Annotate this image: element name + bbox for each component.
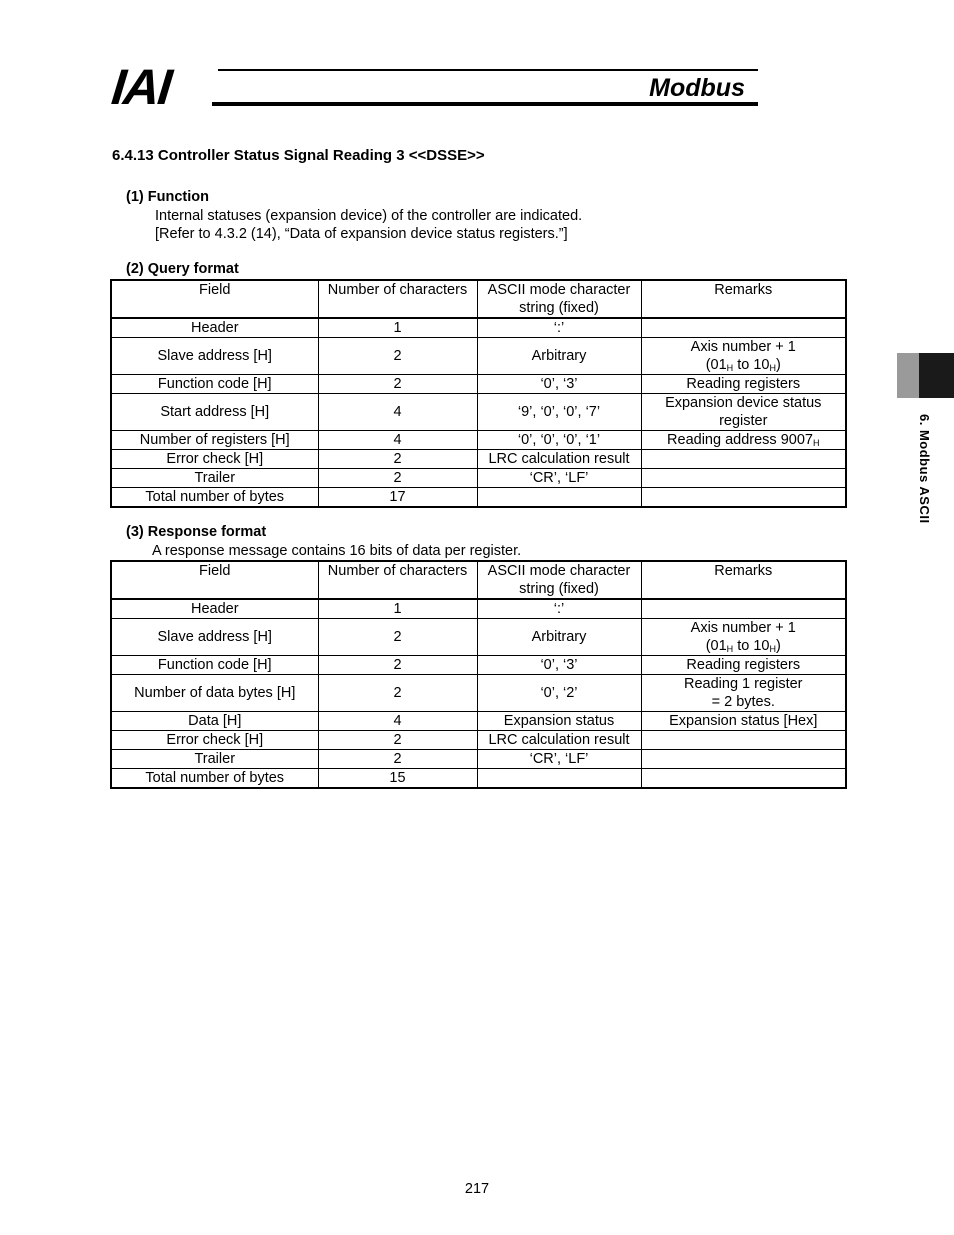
cell-chars: 2 — [318, 338, 477, 375]
cell-ascii: ‘9’, ‘0’, ‘0’, ‘7’ — [477, 394, 641, 431]
cell-chars: 2 — [318, 675, 477, 712]
cell-remarks — [641, 318, 846, 338]
cell-field: Trailer — [111, 469, 318, 488]
section-title: 6.4.13 Controller Status Signal Reading 3 <<DSSE>> — [112, 147, 485, 164]
table-row — [111, 599, 846, 619]
cell-ascii: Arbitrary — [477, 619, 641, 656]
column-header-field: Field — [111, 280, 318, 318]
cell-remarks: Reading registers — [641, 656, 846, 675]
cell-ascii — [477, 488, 641, 508]
chapter-tab-dark — [919, 353, 954, 398]
header-rule-top — [218, 69, 758, 71]
cell-ascii: ‘0’, ‘0’, ‘0’, ‘1’ — [477, 431, 641, 450]
table-row — [111, 469, 846, 488]
cell-chars: 1 — [318, 599, 477, 619]
cell-ascii: LRC calculation result — [477, 450, 641, 469]
cell-remarks: Reading registers — [641, 375, 846, 394]
cell-ascii: Arbitrary — [477, 338, 641, 375]
cell-field: Function code [H] — [111, 375, 318, 394]
cell-field: Start address [H] — [111, 394, 318, 431]
cell-ascii — [477, 769, 641, 789]
function-description: Internal statuses (expansion device) of the controller are indicated. — [155, 208, 583, 224]
remarks-line: Reading 1 register — [684, 676, 803, 692]
page-number: 217 — [464, 1181, 490, 1197]
cell-remarks — [641, 450, 846, 469]
cell-ascii: ‘0’, ‘3’ — [477, 656, 641, 675]
iai-logo: IAI — [109, 59, 173, 115]
cell-chars: 1 — [318, 318, 477, 338]
table-row — [111, 431, 846, 450]
cell-chars: 4 — [318, 712, 477, 731]
cell-chars: 2 — [318, 469, 477, 488]
cell-field: Error check [H] — [111, 731, 318, 750]
cell-remarks — [641, 469, 846, 488]
remarks-range: ($01_H$ to $10_H$) — [705, 357, 781, 373]
table-row — [111, 338, 846, 375]
cell-ascii: ‘:’ — [477, 599, 641, 619]
cell-field: Slave address [H] — [111, 338, 318, 375]
cell-field: Header — [111, 318, 318, 338]
cell-field: Number of data bytes [H] — [111, 675, 318, 712]
cell-chars: 17 — [318, 488, 477, 508]
cell-ascii: ‘CR’, ‘LF’ — [477, 469, 641, 488]
cell-field: Function code [H] — [111, 656, 318, 675]
chapter-side-label: 6. Modbus ASCII — [917, 414, 932, 524]
table-row — [111, 656, 846, 675]
cell-remarks — [641, 338, 846, 375]
cell-remarks — [641, 731, 846, 750]
table-row — [111, 450, 846, 469]
cell-ascii: ‘0’, ‘2’ — [477, 675, 641, 712]
cell-remarks — [641, 675, 846, 712]
cell-chars: 2 — [318, 750, 477, 769]
response-description: A response message contains 16 bits of data per register. — [152, 543, 522, 559]
cell-remarks: Reading address $9007_H$ — [641, 431, 846, 450]
remarks-range: ($01_H$ to $10_H$) — [705, 638, 781, 654]
cell-chars: 15 — [318, 769, 477, 789]
column-header-chars: Number of characters — [318, 561, 477, 599]
cell-field: Slave address [H] — [111, 619, 318, 656]
cell-field: Number of registers [H] — [111, 431, 318, 450]
cell-ascii: LRC calculation result — [477, 731, 641, 750]
cell-field: Total number of bytes — [111, 769, 318, 789]
cell-chars: 2 — [318, 731, 477, 750]
cell-remarks — [641, 619, 846, 656]
function-heading: (1) Function — [126, 189, 209, 205]
cell-chars: 2 — [318, 619, 477, 656]
cell-remarks — [641, 488, 846, 508]
cell-ascii: ‘CR’, ‘LF’ — [477, 750, 641, 769]
cell-chars: 4 — [318, 394, 477, 431]
column-header-ascii: ASCII mode character string (fixed) — [477, 280, 641, 318]
response-format-table — [110, 560, 847, 789]
cell-chars: 2 — [318, 656, 477, 675]
table-row — [111, 750, 846, 769]
table-row — [111, 318, 846, 338]
table-row — [111, 769, 846, 789]
column-header-remarks: Remarks — [641, 280, 846, 318]
response-heading: (3) Response format — [126, 524, 267, 540]
cell-remarks — [641, 769, 846, 789]
cell-field: Header — [111, 599, 318, 619]
chapter-tab-light — [897, 353, 919, 398]
table-row — [111, 375, 846, 394]
cell-remarks: Expansion status [Hex] — [641, 712, 846, 731]
cell-field: Data [H] — [111, 712, 318, 731]
remarks-line: Axis number + 1 — [690, 620, 796, 636]
column-header-field: Field — [111, 561, 318, 599]
table-row — [111, 394, 846, 431]
cell-ascii: ‘:’ — [477, 318, 641, 338]
query-heading: (2) Query format — [126, 261, 239, 277]
table-row — [111, 488, 846, 508]
cell-ascii: Expansion status — [477, 712, 641, 731]
column-header-ascii: ASCII mode character string (fixed) — [477, 561, 641, 599]
cell-field: Trailer — [111, 750, 318, 769]
cell-chars: 4 — [318, 431, 477, 450]
header-title: Modbus — [649, 74, 745, 102]
table-row — [111, 619, 846, 656]
function-reference: [Refer to 4.3.2 (14), “Data of expansion device status registers.”] — [155, 226, 568, 242]
cell-remarks: Expansion device status register — [641, 394, 846, 431]
cell-field: Total number of bytes — [111, 488, 318, 508]
column-header-chars: Number of characters — [318, 280, 477, 318]
cell-chars: 2 — [318, 450, 477, 469]
remarks-line-2: = 2 bytes. — [711, 694, 775, 710]
cell-ascii: ‘0’, ‘3’ — [477, 375, 641, 394]
table-row — [111, 712, 846, 731]
cell-remarks — [641, 599, 846, 619]
table-row — [111, 731, 846, 750]
column-header-remarks: Remarks — [641, 561, 846, 599]
cell-chars: 2 — [318, 375, 477, 394]
remarks-line: Axis number + 1 — [690, 339, 796, 355]
table-header-row — [111, 561, 846, 599]
query-format-table — [110, 279, 847, 508]
table-header-row — [111, 280, 846, 318]
table-row — [111, 675, 846, 712]
cell-field: Error check [H] — [111, 450, 318, 469]
cell-remarks — [641, 750, 846, 769]
